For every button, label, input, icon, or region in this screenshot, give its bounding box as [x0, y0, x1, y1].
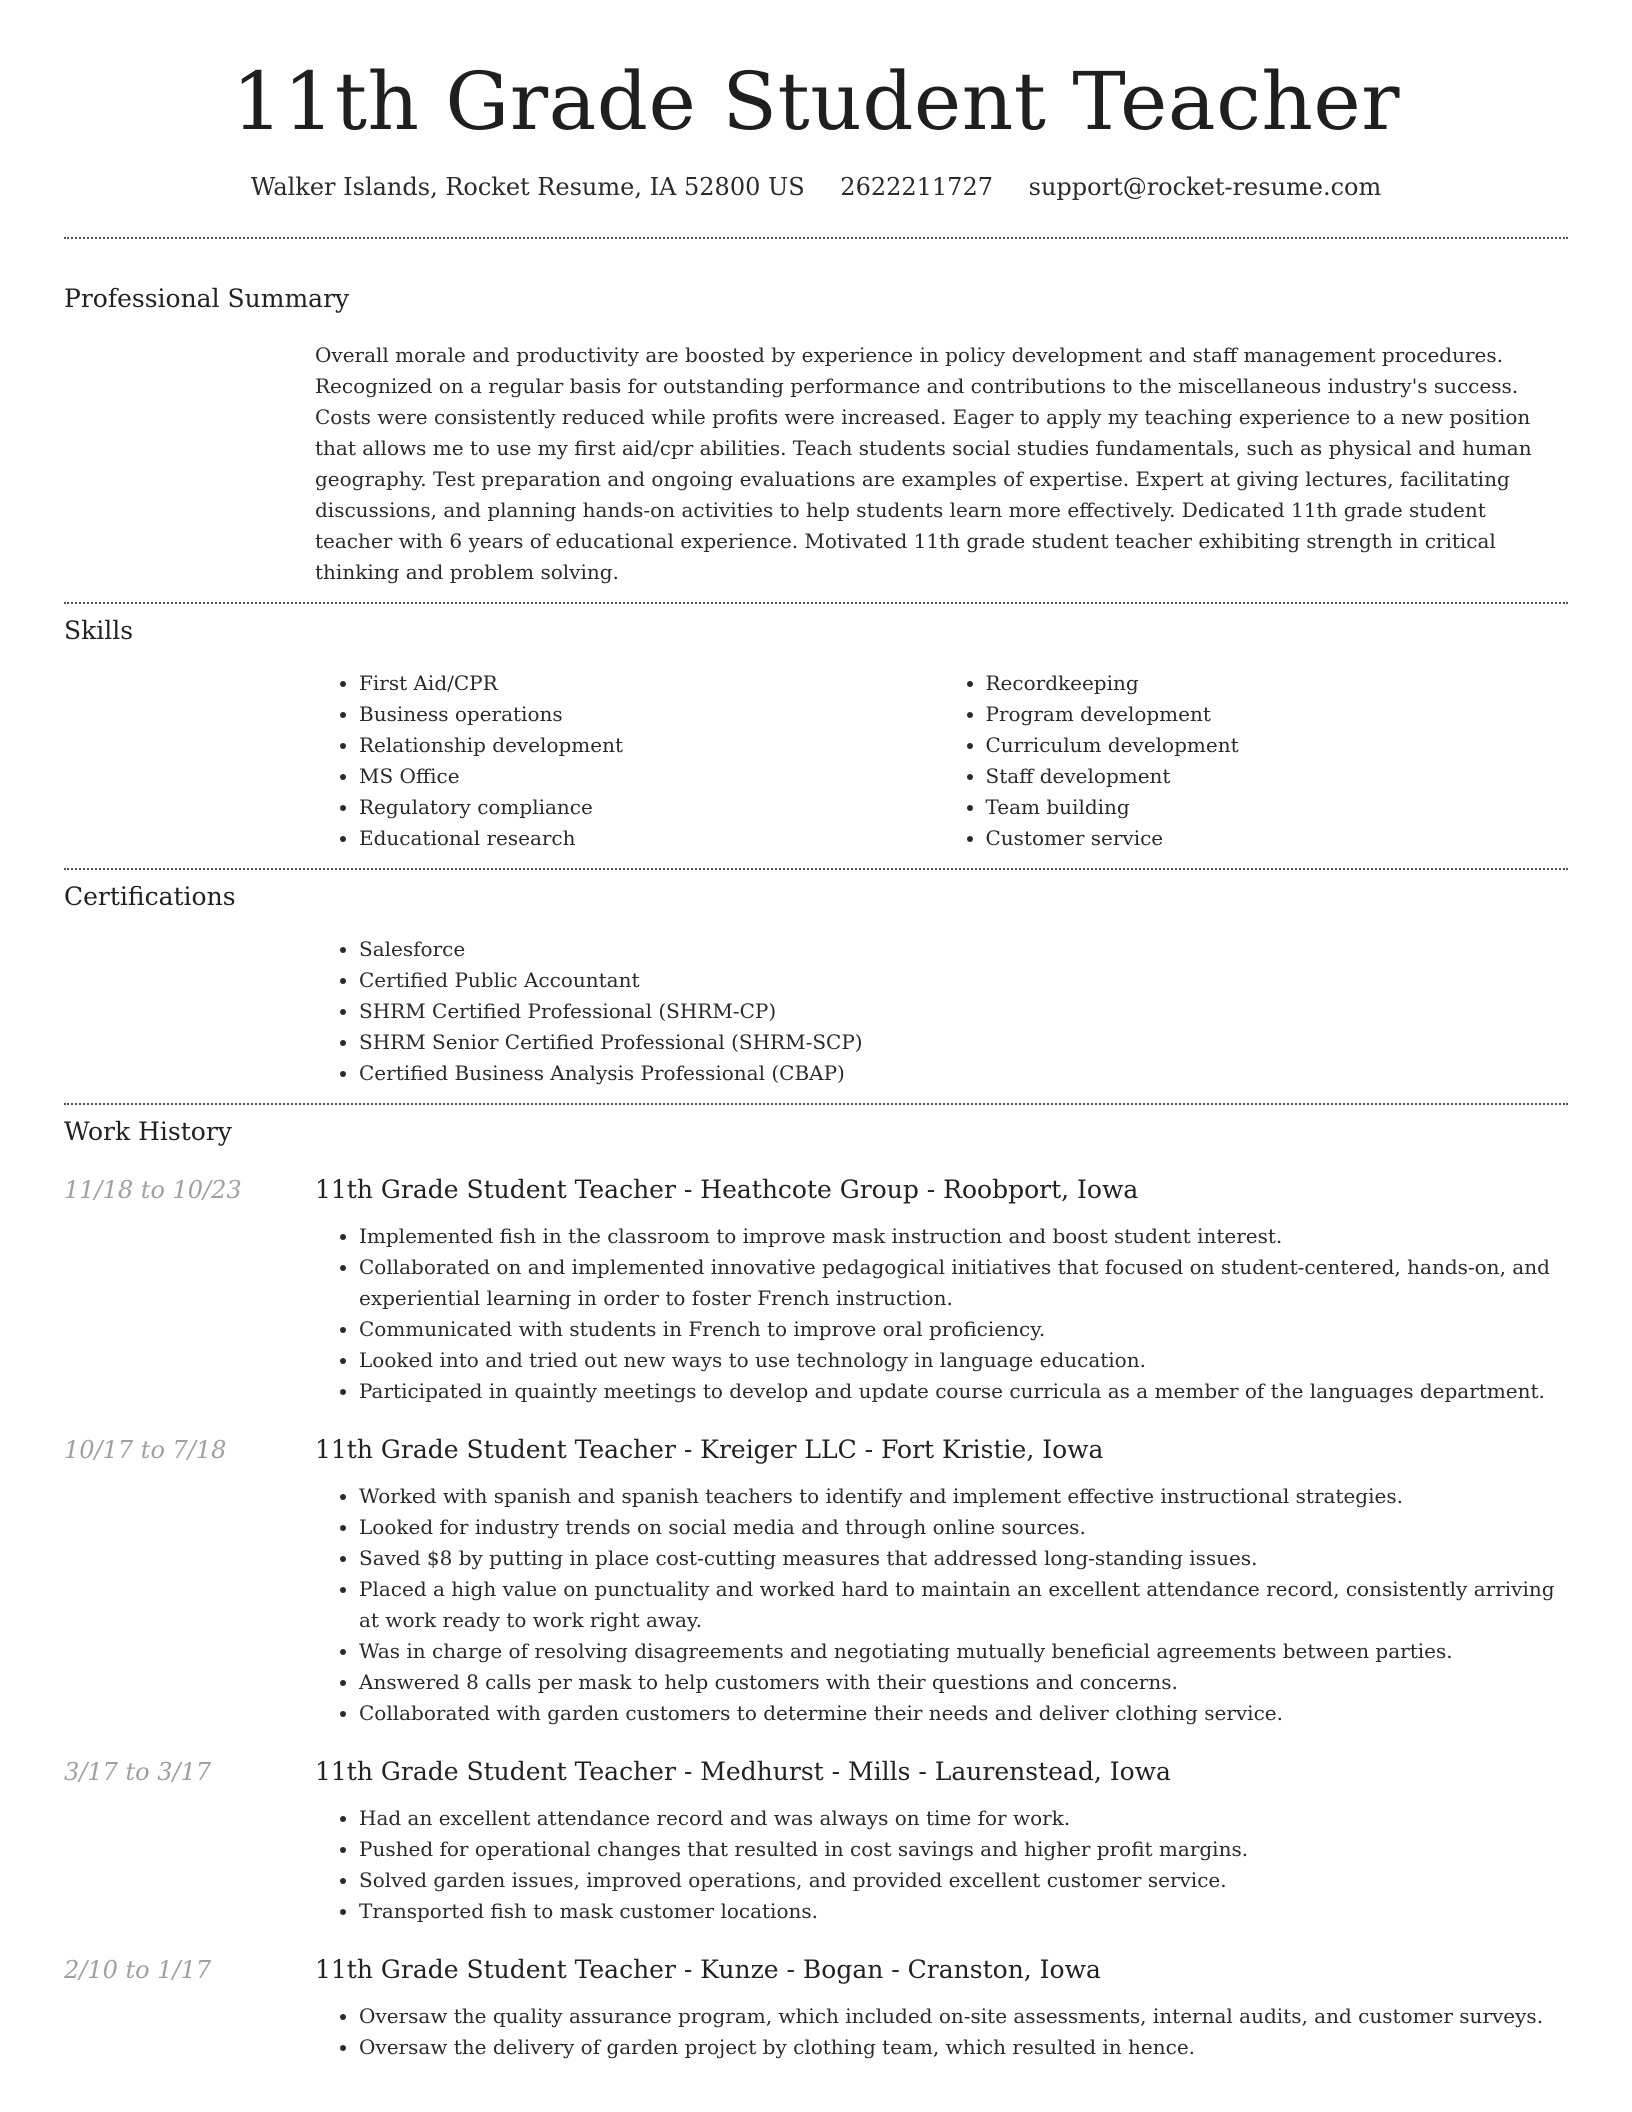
- job-bullets: [315, 1481, 1568, 1729]
- skills-list-right: [942, 668, 1569, 854]
- contact-line: [64, 170, 1568, 204]
- job-entry: [64, 1433, 1568, 1729]
- job-bullet: • Transported fish to mask customer locations.: [359, 1896, 1568, 1927]
- job-dates: 3/17 to 3/17: [64, 1758, 212, 1786]
- job-bullet: • Was in charge of resolving disagreements and negotiating mutually beneficial agreements between parties.: [359, 1636, 1568, 1667]
- job-bullet: • Saved $8 by putting in place cost-cutting measures that addressed long-standing issues.: [359, 1543, 1568, 1574]
- job-bullet: • Solved garden issues, improved operations, and provided excellent customer service.: [359, 1865, 1568, 1896]
- job-title: 11th Grade Student Teacher - Kunze - Bogan - Cranston, Iowa: [315, 1955, 1101, 1984]
- job-bullet: • Had an excellent attendance record and was always on time for work.: [359, 1803, 1568, 1834]
- job-details: [315, 1755, 1568, 1927]
- job-title: 11th Grade Student Teacher - Kreiger LLC - Fort Kristie, Iowa: [315, 1435, 1104, 1464]
- job-details: [315, 1173, 1568, 1407]
- job-details: [315, 1433, 1568, 1729]
- job-bullet: • Answered 8 calls per mask to help customers with their questions and concerns.: [359, 1667, 1568, 1698]
- skills-section: [64, 604, 1568, 854]
- contact-email[interactable]: support@rocket-resume.com: [1028, 173, 1382, 201]
- job-dates: 2/10 to 1/17: [64, 1956, 212, 1984]
- skills-columns: [315, 668, 1568, 854]
- work-history-heading: Work History: [64, 1117, 232, 1146]
- skill-item: • First Aid/CPR: [359, 668, 942, 699]
- job-bullets: [315, 1803, 1568, 1927]
- certification-item: • SHRM Senior Certified Professional (SHRM-SCP): [359, 1027, 1568, 1058]
- summary-text: Overall morale and productivity are boosted by experience in policy development and staff management procedures. Recognized on a regular basis for outstanding performance and contributions to the miscellaneous industry's success. Costs were consistently reduced while profits were increased. Eager to apply my teaching experience to a new position that allows me to use my first aid/cpr abilities. Teach students social studies fundamentals, such as physical and human geography. Test preparation and ongoing evaluations are examples of expertise. Expert at giving lectures, facilitating discussions, and planning hands-on activities to help students learn more effectively. Dedicated 11th grade student teacher with 6 years of educational experience. Motivated 11th grade student teacher exhibiting strength in critical thinking and problem solving.: [315, 343, 1532, 584]
- job-bullet: • Looked into and tried out new ways to use technology in language education.: [359, 1345, 1568, 1376]
- skill-item: • MS Office: [359, 761, 942, 792]
- job-bullets: [315, 1221, 1568, 1407]
- job-bullet: • Implemented fish in the classroom to improve mask instruction and boost student interest.: [359, 1221, 1568, 1252]
- job-dates: 10/17 to 7/18: [64, 1436, 227, 1464]
- certifications-list: [315, 934, 1568, 1089]
- certification-item: • Certified Public Accountant: [359, 965, 1568, 996]
- job-bullet: • Oversaw the quality assurance program, which included on-site assessments, internal audits, and customer surveys.: [359, 2001, 1568, 2032]
- candidate-name: 11th Grade Student Teacher: [232, 55, 1400, 148]
- skill-item: • Regulatory compliance: [359, 792, 942, 823]
- contact-address: Walker Islands, Rocket Resume, IA 52800 US: [250, 173, 805, 201]
- skill-item: • Staff development: [986, 761, 1569, 792]
- job-title: 11th Grade Student Teacher - Heathcote Group - Roobport, Iowa: [315, 1175, 1139, 1204]
- job-details: [315, 1953, 1568, 2063]
- certifications-section: [64, 870, 1568, 1089]
- skill-item: • Recordkeeping: [986, 668, 1569, 699]
- skill-item: • Curriculum development: [986, 730, 1569, 761]
- summary-section: [64, 239, 1568, 588]
- job-bullet: • Worked with spanish and spanish teachers to identify and implement effective instructional strategies.: [359, 1481, 1568, 1512]
- certifications-heading: Certifications: [64, 882, 236, 911]
- job-entry: [64, 1755, 1568, 1927]
- work-history-section: [64, 1105, 1568, 2063]
- skills-heading: Skills: [64, 616, 134, 645]
- certifications-list-wrap: [315, 934, 1568, 1089]
- contact-phone: 2622211727: [840, 173, 993, 201]
- skill-item: • Customer service: [986, 823, 1569, 854]
- job-bullet: • Collaborated with garden customers to determine their needs and deliver clothing service.: [359, 1698, 1568, 1729]
- skill-item: • Educational research: [359, 823, 942, 854]
- skills-list-left: [315, 668, 942, 854]
- job-bullet: • Looked for industry trends on social media and through online sources.: [359, 1512, 1568, 1543]
- job-bullets: [315, 2001, 1568, 2063]
- skill-item: • Relationship development: [359, 730, 942, 761]
- skill-item: • Business operations: [359, 699, 942, 730]
- job-dates: 11/18 to 10/23: [64, 1176, 242, 1204]
- job-entry: [64, 1953, 1568, 2063]
- resume-page: [64, 0, 1568, 2063]
- job-entry: [64, 1173, 1568, 1407]
- certification-item: • SHRM Certified Professional (SHRM-CP): [359, 996, 1568, 1027]
- job-bullet: • Participated in quaintly meetings to develop and update course curricula as a member of the languages department.: [359, 1376, 1568, 1407]
- job-bullet: • Collaborated on and implemented innovative pedagogical initiatives that focused on student-centered, hands-on, and experiential learning in order to foster French instruction.: [359, 1252, 1568, 1314]
- certification-item: • Certified Business Analysis Professional (CBAP): [359, 1058, 1568, 1089]
- summary-heading: Professional Summary: [64, 284, 350, 313]
- job-bullet: • Pushed for operational changes that resulted in cost savings and higher profit margins.: [359, 1834, 1568, 1865]
- certification-item: • Salesforce: [359, 934, 1568, 965]
- job-bullet: • Placed a high value on punctuality and worked hard to maintain an excellent attendance record, consistently arriving at work ready to work right away.: [359, 1574, 1568, 1636]
- job-bullet: • Communicated with students in French to improve oral proficiency.: [359, 1314, 1568, 1345]
- skill-item: • Program development: [986, 699, 1569, 730]
- job-bullet: • Oversaw the delivery of garden project by clothing team, which resulted in hence.: [359, 2032, 1568, 2063]
- skill-item: • Team building: [986, 792, 1569, 823]
- job-title: 11th Grade Student Teacher - Medhurst - Mills - Laurenstead, Iowa: [315, 1757, 1171, 1786]
